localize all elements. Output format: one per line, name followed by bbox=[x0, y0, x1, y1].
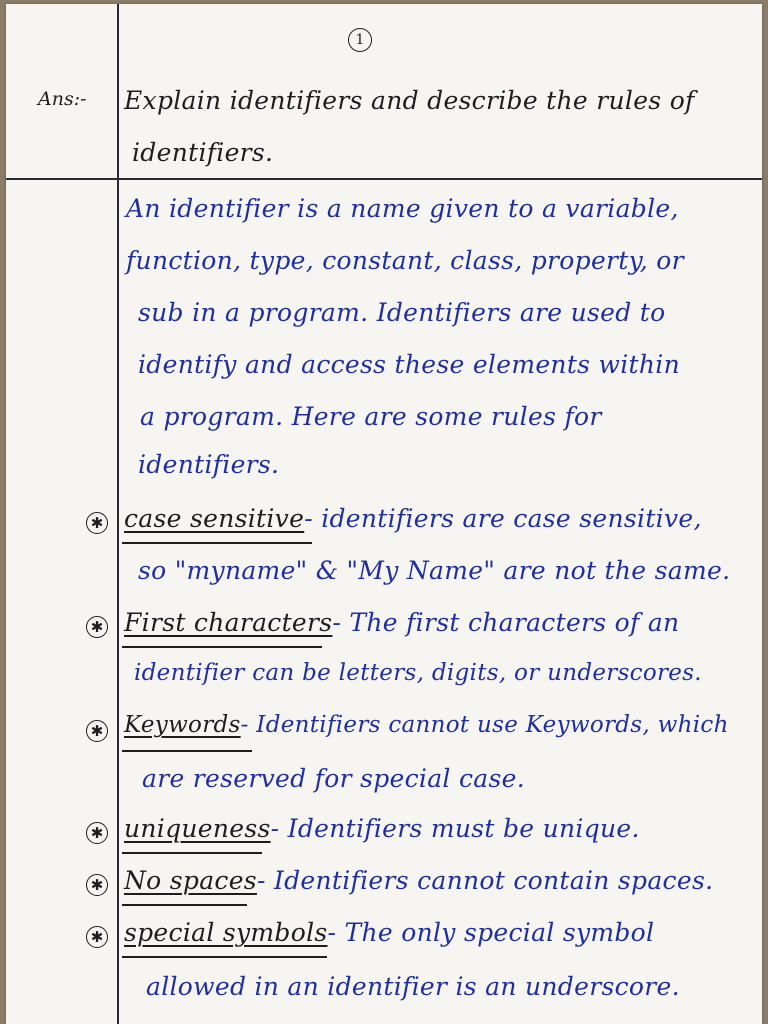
rule-6-text-1: - The only special symbol bbox=[327, 918, 655, 947]
rule-4-term: uniqueness bbox=[124, 814, 271, 843]
rule-4-text-1: - Identifiers must be unique. bbox=[270, 814, 640, 843]
question-line-2: identifiers. bbox=[132, 138, 274, 167]
rule-6-text-2: allowed in an identifier is an underscore. bbox=[146, 972, 680, 1001]
margin-line bbox=[117, 4, 119, 1024]
rule-3-text-2: are reserved for special case. bbox=[142, 764, 525, 793]
rule-2-term: First characters bbox=[124, 608, 333, 637]
rule-separator-1 bbox=[122, 542, 312, 544]
rule-bullet-4: ✱ bbox=[86, 822, 108, 844]
rule-6-term: special symbols bbox=[124, 918, 328, 947]
intro-line-4: identify and access these elements within bbox=[138, 350, 680, 379]
rule-bullet-3: ✱ bbox=[86, 720, 108, 742]
rule-5-term: No spaces bbox=[124, 866, 257, 895]
rule-2-text-2: identifier can be letters, digits, or underscores. bbox=[134, 660, 702, 686]
rule-separator-2 bbox=[122, 646, 322, 648]
page-number: 1 bbox=[348, 28, 372, 52]
header-rule bbox=[6, 178, 762, 180]
intro-line-2: function, type, constant, class, property, or bbox=[126, 246, 684, 275]
rule-separator-5 bbox=[122, 904, 247, 906]
rule-bullet-5: ✱ bbox=[86, 874, 108, 896]
rule-2-text-1: - The first characters of an bbox=[332, 608, 680, 637]
rule-5-first-line bbox=[124, 866, 713, 895]
rule-2-first-line bbox=[124, 608, 679, 637]
rule-1-text-1: - identifiers are case sensitive, bbox=[304, 504, 702, 533]
intro-line-6: identifiers. bbox=[138, 450, 280, 479]
rule-1-text-2: so "myname" & "My Name" are not the same. bbox=[138, 556, 731, 585]
rule-3-first-line bbox=[124, 712, 729, 738]
answer-label: Ans:- bbox=[38, 88, 87, 110]
rule-separator-4 bbox=[122, 852, 262, 854]
rule-3-text-1: - Identifiers cannot use Keywords, which bbox=[240, 712, 729, 738]
rule-1-term: case sensitive bbox=[124, 504, 305, 533]
rule-bullet-2: ✱ bbox=[86, 616, 108, 638]
intro-line-5: a program. Here are some rules for bbox=[140, 402, 602, 431]
intro-line-3: sub in a program. Identifiers are used to bbox=[138, 298, 666, 327]
question-line-1: Explain identifiers and describe the rules of bbox=[124, 86, 695, 115]
rule-1-first-line bbox=[124, 504, 702, 533]
rule-bullet-1: ✱ bbox=[86, 512, 108, 534]
intro-line-1: An identifier is a name given to a variable, bbox=[126, 194, 679, 223]
rule-separator-3 bbox=[122, 750, 252, 752]
rule-separator-6 bbox=[122, 956, 327, 958]
rule-3-term: Keywords bbox=[124, 712, 241, 738]
rule-6-first-line bbox=[124, 918, 654, 947]
notebook-page bbox=[6, 4, 762, 1024]
rule-5-text-1: - Identifiers cannot contain spaces. bbox=[256, 866, 714, 895]
rule-bullet-6: ✱ bbox=[86, 926, 108, 948]
rule-4-first-line bbox=[124, 814, 640, 843]
